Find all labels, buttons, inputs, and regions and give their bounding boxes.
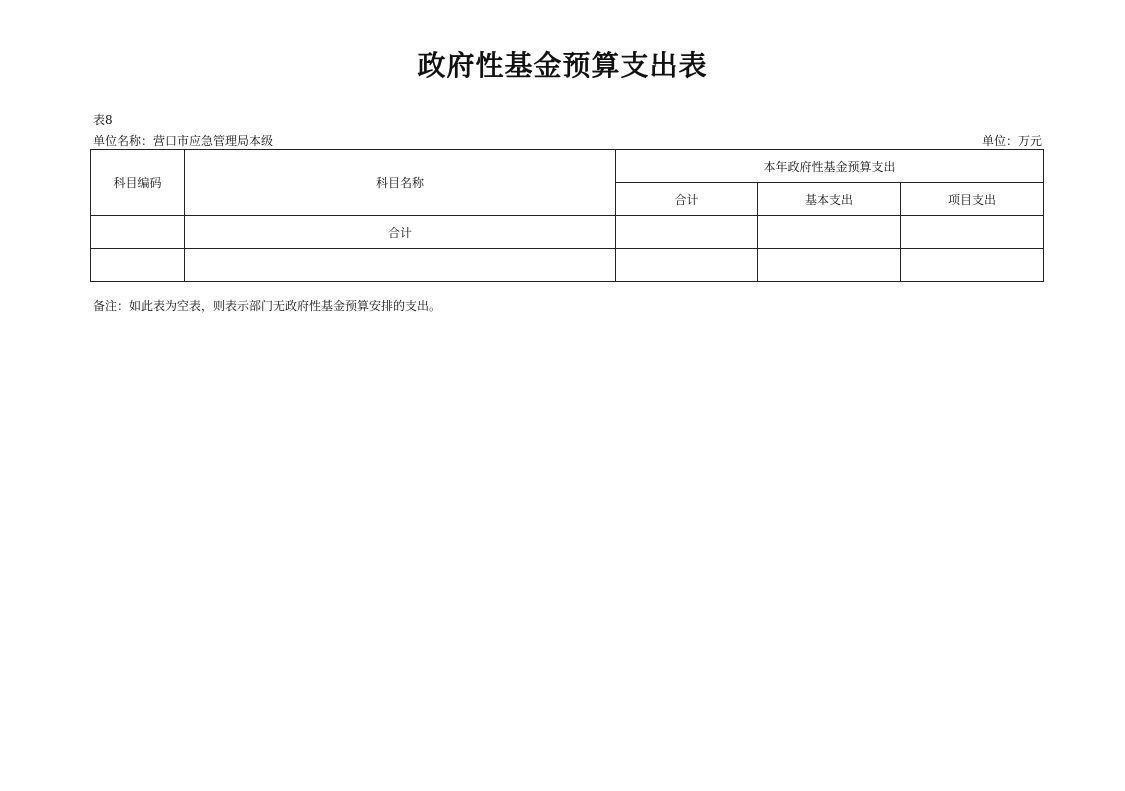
- unit-name: 单位名称：营口市应急管理局本级: [93, 134, 274, 148]
- footnote: 备注：如此表为空表，则表示部门无政府性基金预算安排的支出。: [93, 299, 442, 313]
- header-basic: 基本支出: [758, 183, 901, 216]
- cell-code: [91, 249, 185, 282]
- header-group: 本年政府性基金预算支出: [616, 150, 1044, 183]
- header-project: 项目支出: [901, 183, 1044, 216]
- header-total: 合计: [616, 183, 758, 216]
- table-row: [91, 249, 1044, 282]
- cell-project: [901, 216, 1044, 249]
- unit-measure: 单位：万元: [981, 134, 1042, 148]
- budget-table: [90, 149, 1044, 282]
- cell-name: [185, 249, 616, 282]
- table-row: [91, 216, 1044, 249]
- table-header-row: [91, 150, 1044, 183]
- cell-total: [616, 216, 758, 249]
- header-name: 科目名称: [185, 150, 616, 216]
- cell-basic: [758, 216, 901, 249]
- cell-name: 合计: [185, 216, 616, 249]
- cell-basic: [758, 249, 901, 282]
- cell-project: [901, 249, 1044, 282]
- page-title: 政府性基金预算支出表: [417, 49, 708, 82]
- cell-total: [616, 249, 758, 282]
- table-number: 表8: [93, 113, 113, 127]
- cell-code: [91, 216, 185, 249]
- header-code: 科目编码: [91, 150, 185, 216]
